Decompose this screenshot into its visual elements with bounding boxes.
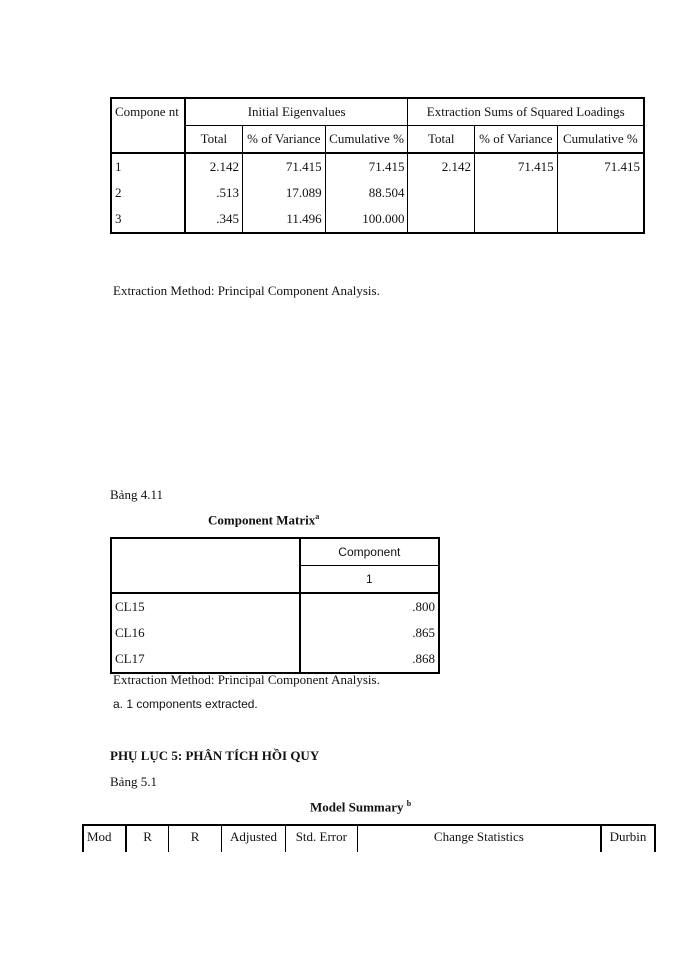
component-cell: 1	[115, 159, 122, 174]
component-matrix-title-text: Component Matrix	[208, 512, 316, 528]
table-row	[111, 620, 439, 646]
component-matrix-table	[110, 537, 440, 674]
extraction-cum-cell	[557, 206, 644, 233]
pct-cell: 17.089	[243, 180, 326, 206]
header-cumulative: Cumulative %	[325, 126, 408, 154]
matrix-footnote-method: Extraction Method: Principal Component Analysis.	[113, 672, 380, 687]
extraction-pct-cell: 71.415	[475, 153, 558, 180]
total-cell: .513	[185, 180, 243, 206]
extraction-total-cell	[408, 180, 475, 206]
extraction-cum-cell	[557, 180, 644, 206]
header-extraction-cumulative: Cumulative %	[557, 126, 644, 154]
cum-cell: 88.504	[325, 180, 408, 206]
header-extraction-total: Total	[408, 126, 475, 154]
component-cell: 2	[115, 185, 122, 200]
table-row	[111, 206, 644, 233]
table-row	[111, 153, 644, 180]
component-cell: 3	[115, 211, 122, 226]
total-cell: 2.142	[185, 153, 243, 180]
table-row	[111, 593, 439, 620]
matrix-row-label: CL16	[111, 620, 300, 646]
extraction-pct-cell	[475, 180, 558, 206]
table-row	[111, 646, 439, 673]
matrix-header-component: Component	[300, 538, 439, 566]
model-col-header: Std. Error	[285, 825, 357, 852]
table-label-4-11: Bảng 4.11	[110, 487, 163, 502]
model-col-header: R	[126, 825, 169, 852]
model-col-header: Change Statistics	[357, 825, 601, 852]
matrix-row-value: .800	[412, 599, 435, 614]
header-extraction-pct-variance: % of Variance	[475, 126, 558, 154]
extraction-total-cell	[408, 206, 475, 233]
extraction-pct-cell	[475, 206, 558, 233]
header-initial-eigenvalues: Initial Eigenvalues	[185, 98, 408, 126]
model-col-header: Durbin	[601, 825, 655, 852]
component-matrix-title	[208, 512, 319, 528]
model-summary-title-text: Model Summary	[310, 799, 404, 815]
header-extraction-sums: Extraction Sums of Squared Loadings	[408, 98, 644, 126]
header-pct-variance: % of Variance	[243, 126, 326, 154]
matrix-header-index: 1	[300, 566, 439, 594]
cum-cell: 100.000	[325, 206, 408, 233]
header-component: Compone nt	[111, 98, 185, 153]
model-col-header: R	[169, 825, 222, 852]
pct-cell: 11.496	[243, 206, 326, 233]
model-summary-title	[310, 799, 411, 815]
eigenvalues-table	[110, 97, 645, 234]
appendix-heading: PHỤ LỤC 5: PHÂN TÍCH HỒI QUY	[110, 748, 320, 763]
model-col-header: Adjusted	[222, 825, 286, 852]
header-total: Total	[185, 126, 243, 154]
total-cell: .345	[185, 206, 243, 233]
pct-cell: 71.415	[243, 153, 326, 180]
eigen-footnote: Extraction Method: Principal Component Analysis.	[113, 283, 380, 298]
matrix-row-label: CL15	[111, 593, 300, 620]
matrix-footnote-a: a. 1 components extracted.	[113, 697, 258, 711]
matrix-row-value: .868	[412, 651, 435, 666]
table-row	[111, 180, 644, 206]
model-summary-table	[82, 824, 656, 852]
matrix-corner	[111, 538, 300, 593]
extraction-cum-cell: 71.415	[557, 153, 644, 180]
table-label-5-1: Bảng 5.1	[110, 774, 157, 789]
component-matrix-title-sup: a	[315, 512, 320, 521]
cum-cell: 71.415	[325, 153, 408, 180]
model-summary-title-sup: b	[406, 799, 412, 808]
matrix-row-label: CL17	[111, 646, 300, 673]
extraction-total-cell: 2.142	[408, 153, 475, 180]
model-col-header: Mod	[83, 825, 126, 852]
matrix-row-value: .865	[412, 625, 435, 640]
